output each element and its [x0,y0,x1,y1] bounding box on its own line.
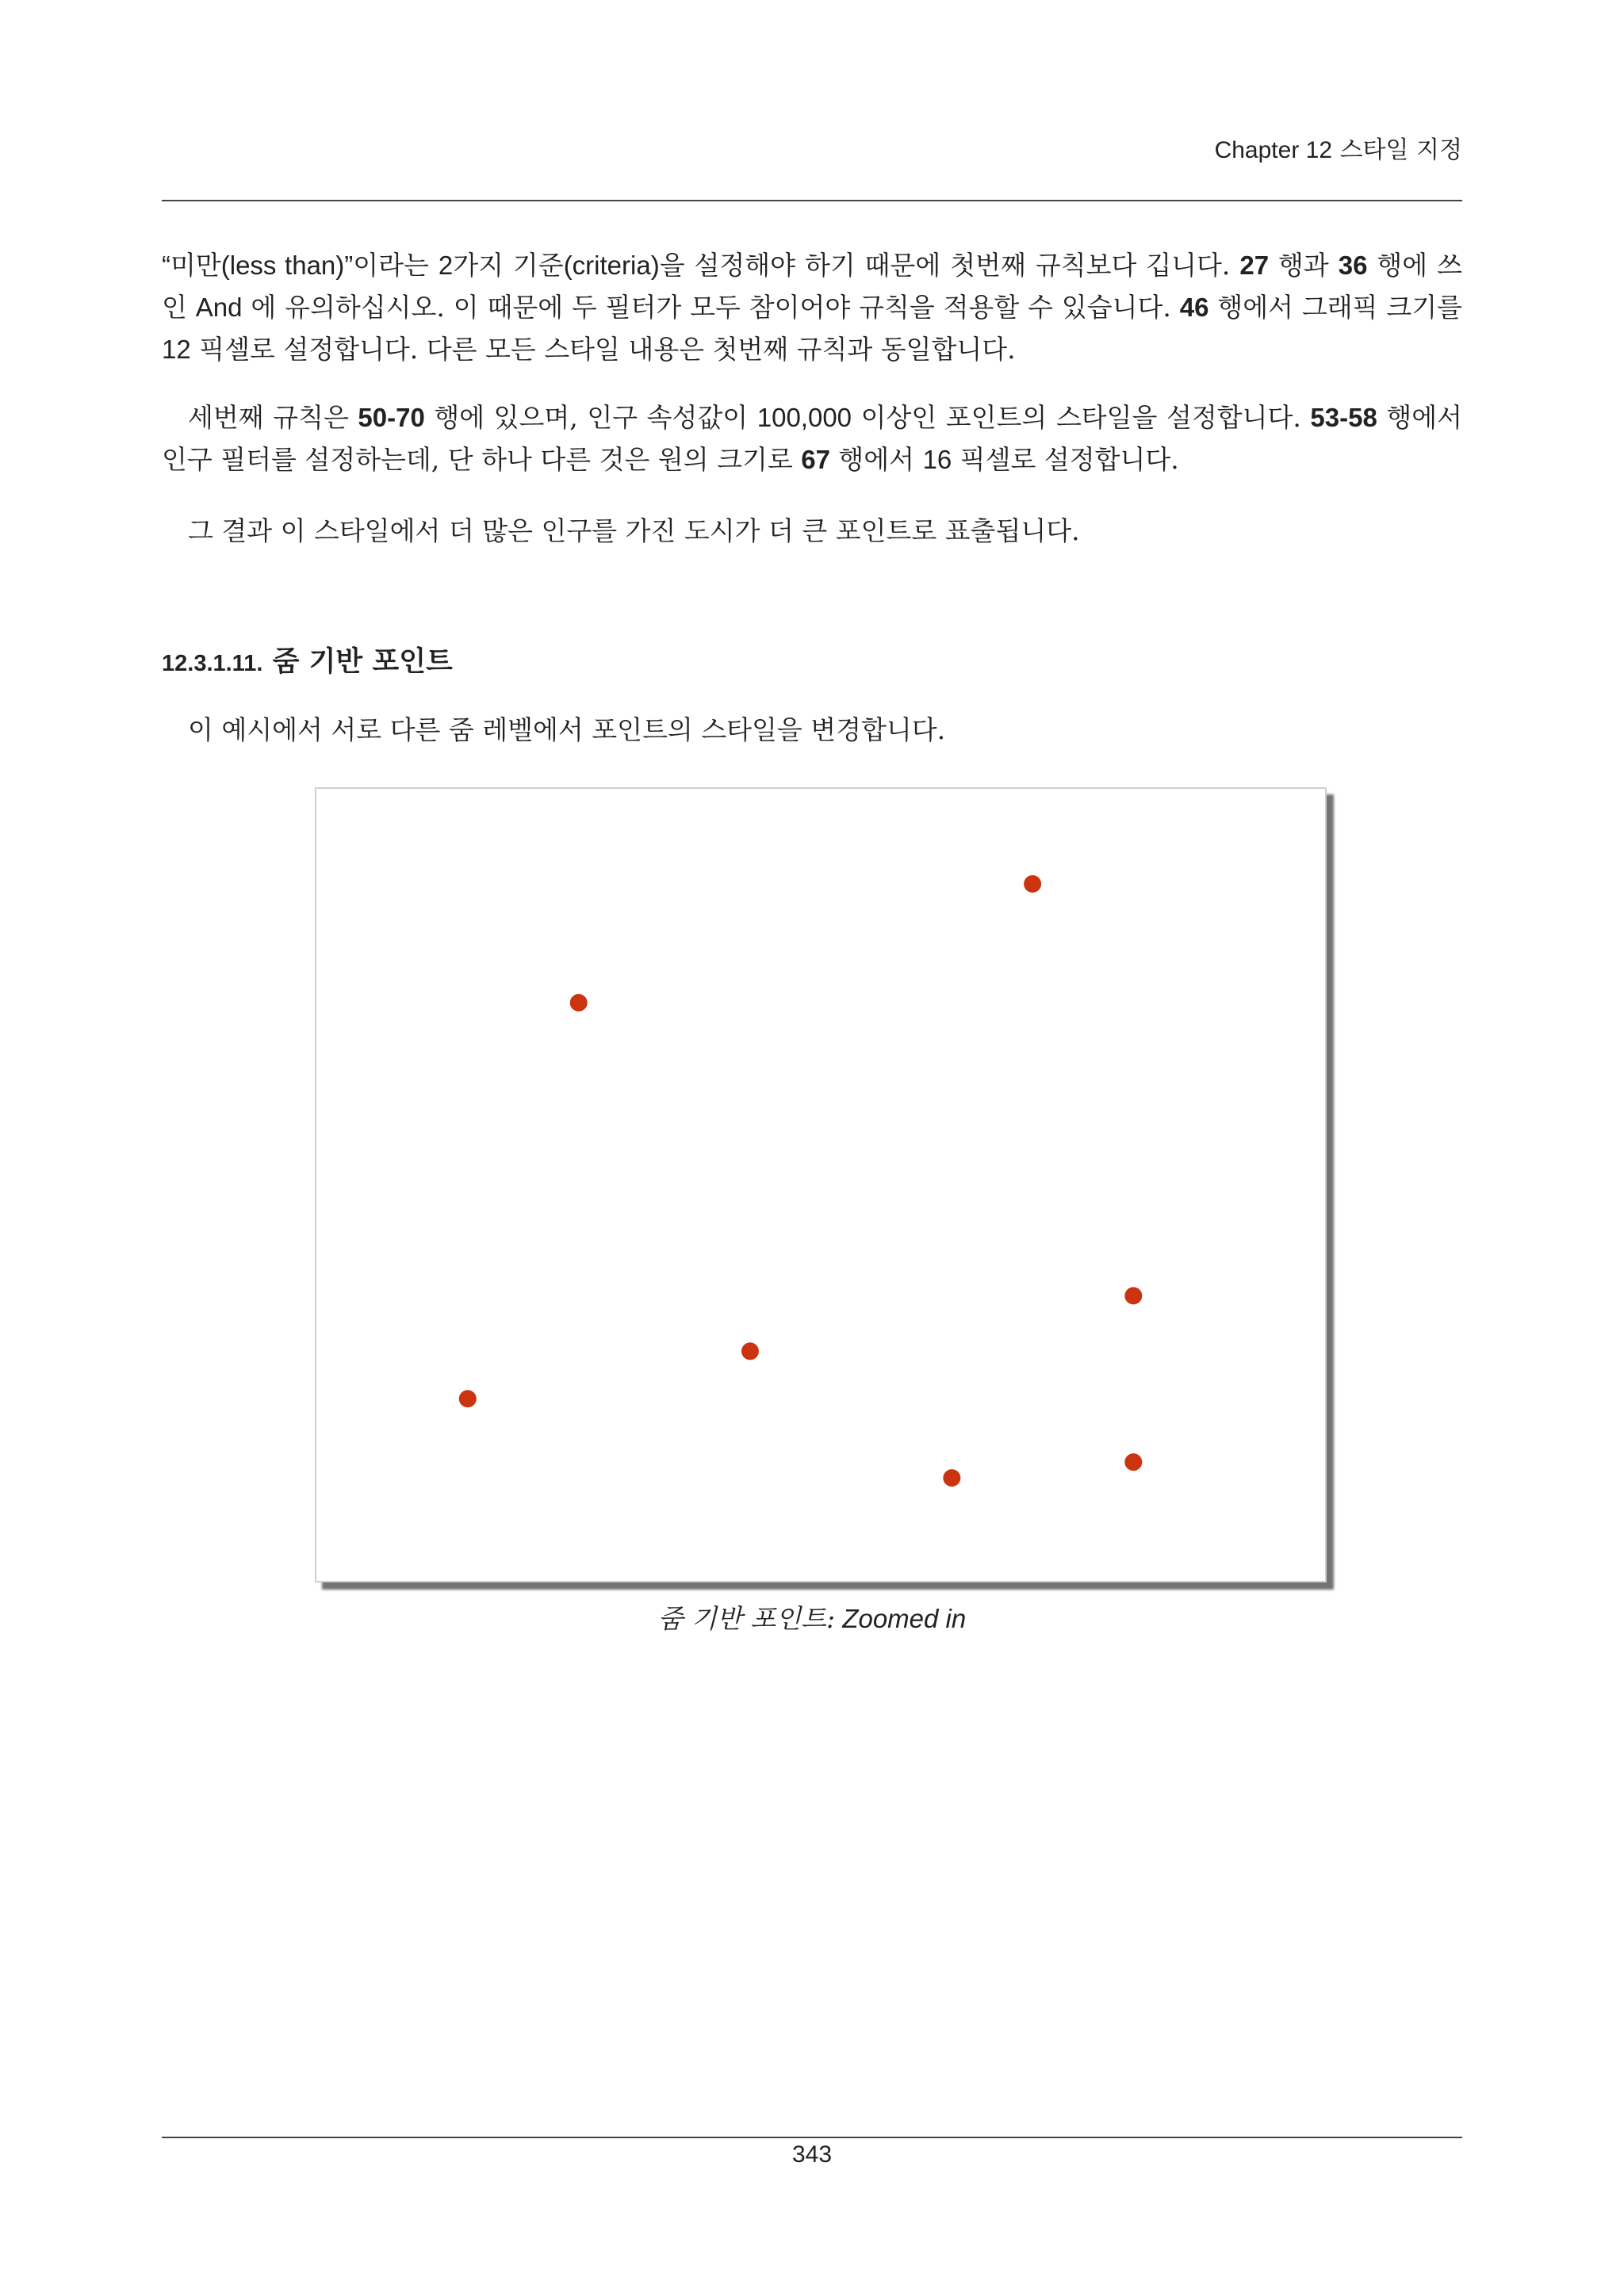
section-number: 12.3.1.11. [162,651,263,676]
text-run: 2 [438,251,454,280]
header-title: 스타일 지정 [1339,136,1462,164]
scatter-point-6 [943,1469,960,1487]
line-ref: 36 [1338,251,1368,280]
text-run: 픽셀로 설정합니다. [952,444,1179,475]
text-run: 100,000 [756,403,852,432]
text-run: 16 [922,445,952,474]
line-ref: 46 [1179,293,1209,322]
text-run: 이라는 [353,250,439,281]
scatter-point-5 [459,1390,477,1407]
paragraph-1 [162,244,1462,370]
text-run: (criteria) [563,251,660,280]
section-heading [162,642,453,683]
text-run: 가지 기준 [453,250,564,281]
paragraph-3: 그 결과 이 스타일에서 더 많은 인구를 가진 도시가 더 큰 포인트로 표출됩니다. [188,515,1080,546]
caption-english: Zoomed in [835,1604,967,1633]
paragraph-2 [162,396,1462,480]
line-ref: 67 [801,445,830,474]
scatter-point-7 [1124,1453,1142,1471]
header-rule [162,200,1462,201]
line-ref: 27 [1239,251,1270,280]
line-ref: 53-58 [1310,403,1377,432]
paragraph-4: 이 예시에서 서로 다른 줌 레벨에서 포인트의 스타일을 변경합니다. [188,714,946,745]
page-number: 343 [791,2141,833,2168]
text-run: “미만(less than)” [162,251,354,280]
figure-zoomed-in [315,787,1327,1582]
text-run: 을 설정해야 하기 때문에 첫번째 규칙보다 깁니다. [659,250,1240,281]
text-run: And [195,293,243,322]
text-run: 행에 있으며, 인구 속성값이 [424,402,757,433]
text-run: 에 유의하십시오. 이 때문에 두 필터가 모두 참이어야 규칙을 적용할 수 있습니다. [242,292,1180,323]
text-run: 행과 [1269,250,1339,281]
text-run: 픽셀로 설정합니다. 다른 모든 스타일 내용은 첫번째 규칙과 동일합니다. [190,334,1016,365]
section-title: 줌 기반 포인트 [272,645,453,678]
text-run: 행에서 그래픽 크기를 [1208,292,1462,323]
text-run: 세번째 규칙은 [188,402,358,433]
scatter-point-1 [1024,875,1041,893]
text-run: 행에서 인구 필터를 설정하는데, 단 하나 다른 것은 원의 크기로 [162,402,1462,475]
text-run: 행에 쓰인 [162,250,1462,323]
text-run: 행에서 [829,444,923,475]
header-chapter: Chapter 12 [1214,137,1333,163]
figure-caption [162,1600,1462,1638]
scatter-point-3 [1124,1287,1142,1304]
text-run: 이상인 포인트의 스타일을 설정합니다. [852,402,1311,433]
caption-korean: 줌 기반 포인트: [657,1603,836,1634]
scatter-point-2 [570,994,588,1012]
text-run: 12 [162,335,191,364]
scatter-point-4 [741,1342,759,1360]
page-header [162,133,1462,168]
line-ref: 50-70 [358,403,425,432]
scatter-plot [316,789,1325,1581]
